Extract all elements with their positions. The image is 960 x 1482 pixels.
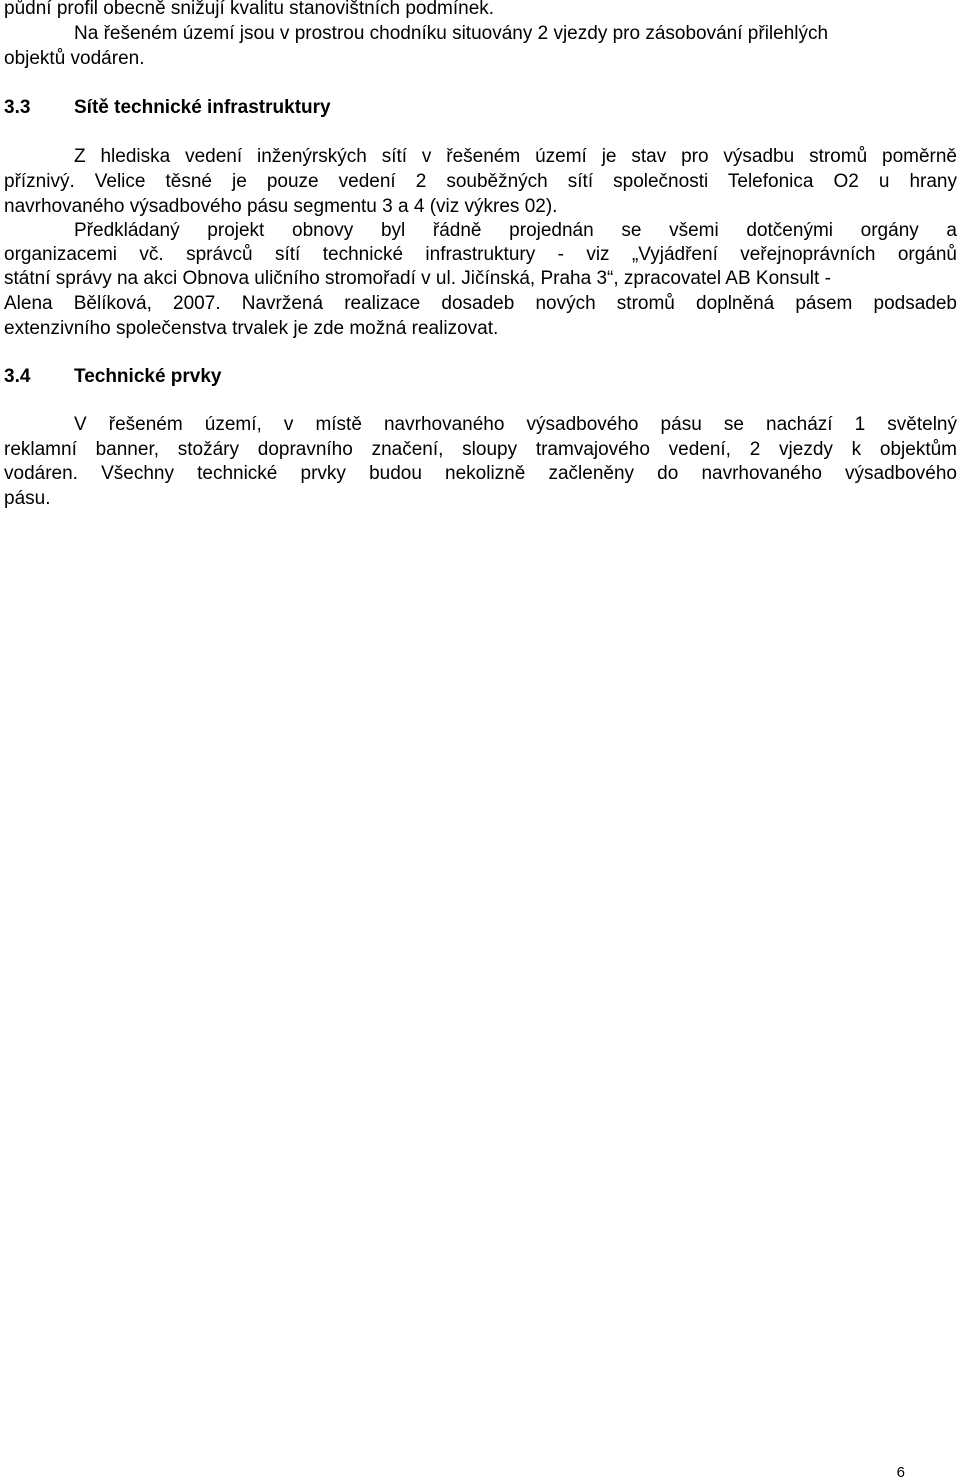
intro-line-2: Na řešeném území jsou v prostrou chodníku situovány 2 vjezdy pro zásobování přilehlých: [74, 23, 829, 44]
section-3-4-p1-line-3: vodáren. Všechny technické prvky budou nekolizně začleněny do navrhovaného výsadbového: [4, 463, 957, 484]
section-3-3-p2-line-2: organizacemi vč. správců sítí technické infrastruktury - viz „Vyjádření veřejnoprávních orgánů: [4, 244, 957, 265]
section-3-3-p2-line-3: státní správy na akci Obnova uličního stromořadí v ul. Jičínská, Praha 3“, zpracovatel AB Konsult -: [4, 268, 831, 289]
section-3-3-title: Sítě technické infrastruktury: [74, 97, 331, 118]
section-3-4-title: Technické prvky: [74, 366, 222, 387]
section-3-3-p2-line-4: Alena Bělíková, 2007. Navržená realizace dosadeb nových stromů doplněná pásem podsadeb: [4, 293, 957, 314]
section-3-4-p1-line-1: V řešeném území, v místě navrhovaného výsadbového pásu se nachází 1 světelný: [74, 414, 957, 435]
section-3-3-p2-line-1: Předkládaný projekt obnovy byl řádně projednán se všemi dotčenými orgány a: [74, 220, 957, 241]
page-number: 6: [896, 1464, 905, 1481]
intro-line-3: objektů vodáren.: [4, 48, 145, 69]
section-3-4-heading: [4, 364, 222, 389]
section-3-3-heading: [4, 95, 331, 120]
section-3-3-p2-line-5: extenzivního společenstva trvalek je zde možná realizovat.: [4, 318, 499, 339]
section-3-4-p1-line-2: reklamní banner, stožáry dopravního značení, sloupy tramvajového vedení, 2 vjezdy k objektům: [4, 439, 957, 460]
section-3-3-p1-line-3: navrhovaného výsadbového pásu segmentu 3 a 4 (viz výkres 02).: [4, 196, 558, 217]
section-3-4-p1-line-4: pásu.: [4, 488, 51, 509]
section-3-3-p1-line-2: příznivý. Velice těsné je pouze vedení 2 souběžných sítí společnosti Telefonica O2 u hrany: [4, 171, 957, 192]
intro-line-1: půdní profil obecně snižují kvalitu stanovištních podmínek.: [4, 0, 495, 19]
section-3-3-p1-line-1: Z hlediska vedení inženýrských sítí v řešeném území je stav pro výsadbu stromů poměrně: [74, 146, 957, 167]
section-3-3-number: 3.3: [4, 97, 31, 118]
section-3-4-number: 3.4: [4, 366, 31, 387]
